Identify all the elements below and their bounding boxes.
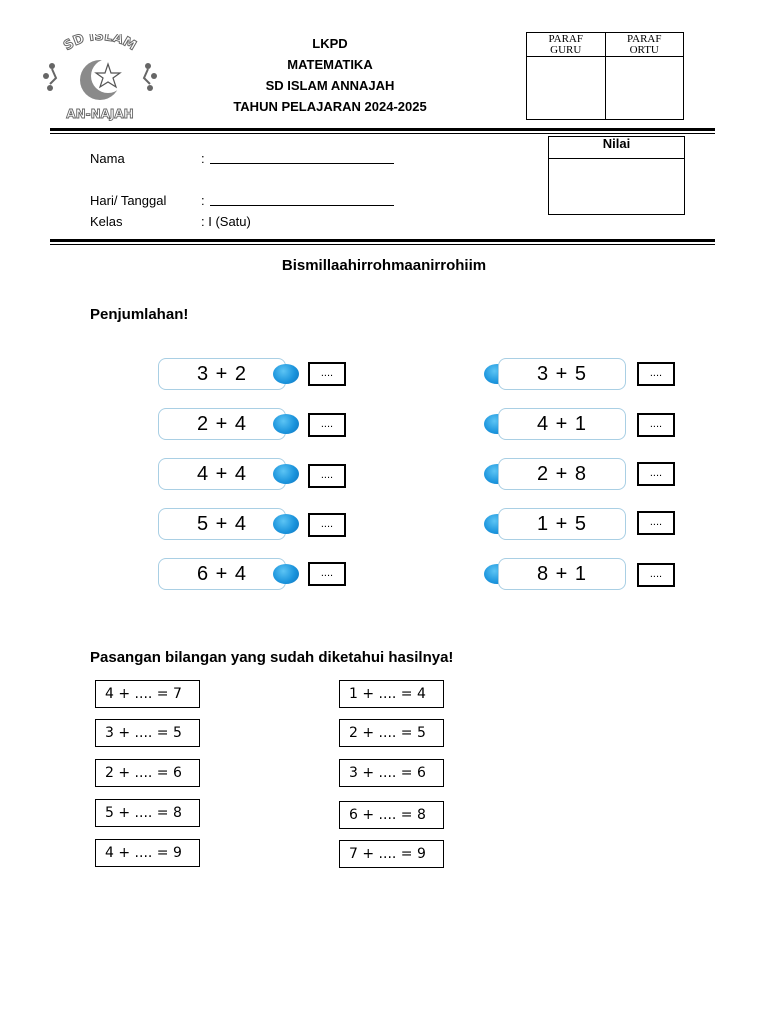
number-pair-box[interactable]: 2 + .... = 6: [95, 759, 200, 787]
number-pair-box[interactable]: 4 + .... = 7: [95, 680, 200, 708]
answer-box[interactable]: ....: [308, 362, 346, 386]
paraf-ortu-header: PARAF ORTU: [606, 33, 684, 57]
addition-problem: 8 + 1: [498, 558, 626, 590]
answer-box[interactable]: ....: [308, 513, 346, 537]
blue-dot-icon: [273, 364, 299, 384]
answer-box[interactable]: ....: [308, 464, 346, 488]
answer-box[interactable]: ....: [637, 563, 675, 587]
field-label-nama: Nama: [90, 151, 125, 166]
header-line-4: TAHUN PELAJARAN 2024-2025: [233, 99, 427, 114]
nilai-score-area[interactable]: [549, 159, 684, 215]
number-pair-box[interactable]: 2 + .... = 5: [339, 719, 444, 747]
number-pair-box[interactable]: 1 + .... = 4: [339, 680, 444, 708]
number-pair-box[interactable]: 5 + .... = 8: [95, 799, 200, 827]
addition-problem: 5 + 4: [158, 508, 286, 540]
answer-box[interactable]: ....: [637, 413, 675, 437]
paraf-guru-column: [527, 33, 605, 119]
crescent-star-logo: [38, 34, 162, 126]
addition-problem: 2 + 8: [498, 458, 626, 490]
addition-problem: 2 + 4: [158, 408, 286, 440]
answer-box[interactable]: ....: [637, 362, 675, 386]
section1-title: Penjumlahan!: [90, 306, 189, 323]
answer-box[interactable]: ....: [308, 413, 346, 437]
paraf-guru-sign-area[interactable]: [527, 57, 605, 119]
nilai-label: Nilai: [549, 137, 684, 159]
addition-problem: 3 + 5: [498, 358, 626, 390]
field-label-hari-tanggal: Hari/ Tanggal: [90, 193, 167, 208]
number-pair-box[interactable]: 6 + .... = 8: [339, 801, 444, 829]
header-line-2: MATEMATIKA: [287, 57, 373, 72]
number-pair-box[interactable]: 4 + .... = 9: [95, 839, 200, 867]
answer-box[interactable]: ....: [637, 462, 675, 486]
paraf-ortu-column: [605, 33, 684, 119]
header-line-3: SD ISLAM ANNAJAH: [265, 78, 395, 93]
addition-problem: 1 + 5: [498, 508, 626, 540]
header-line-1: LKPD: [312, 36, 348, 51]
header-divider-thin: [50, 133, 715, 134]
svg-text:SD ISLAM: SD ISLAM: [61, 34, 139, 54]
number-pair-box[interactable]: 7 + .... = 9: [339, 840, 444, 868]
hari-tanggal-input-line[interactable]: [210, 205, 394, 206]
addition-problem: 4 + 1: [498, 408, 626, 440]
paraf-guru-header: PARAF GURU: [527, 33, 605, 57]
blue-dot-icon: [273, 464, 299, 484]
answer-box[interactable]: ....: [308, 562, 346, 586]
blue-dot-icon: [273, 514, 299, 534]
blue-dot-icon: [273, 564, 299, 584]
field-colon-nama: :: [201, 151, 205, 166]
svg-text:AN-NAJAH: AN-NAJAH: [66, 107, 134, 121]
blue-dot-icon: [273, 414, 299, 434]
opening-text: Bismillaahirrohmaanirrohiim: [281, 257, 487, 274]
header-divider-thick: [50, 128, 715, 131]
addition-problem: 4 + 4: [158, 458, 286, 490]
field-value-kelas: : I (Satu): [201, 214, 251, 229]
addition-problem: 3 + 2: [158, 358, 286, 390]
nilai-box: [548, 136, 685, 215]
paraf-ortu-sign-area[interactable]: [606, 57, 684, 119]
paraf-table: [526, 32, 684, 120]
field-label-kelas: Kelas: [90, 214, 123, 229]
fields-divider-thick: [50, 239, 715, 242]
answer-box[interactable]: ....: [637, 511, 675, 535]
number-pair-box[interactable]: 3 + .... = 6: [339, 759, 444, 787]
number-pair-box[interactable]: 3 + .... = 5: [95, 719, 200, 747]
field-colon-hari-tanggal: :: [201, 193, 205, 208]
addition-problem: 6 + 4: [158, 558, 286, 590]
section2-title: Pasangan bilangan yang sudah diketahui hasilnya!: [90, 649, 454, 666]
school-logo: [38, 34, 162, 126]
nama-input-line[interactable]: [210, 163, 394, 164]
fields-divider-thin: [50, 244, 715, 245]
